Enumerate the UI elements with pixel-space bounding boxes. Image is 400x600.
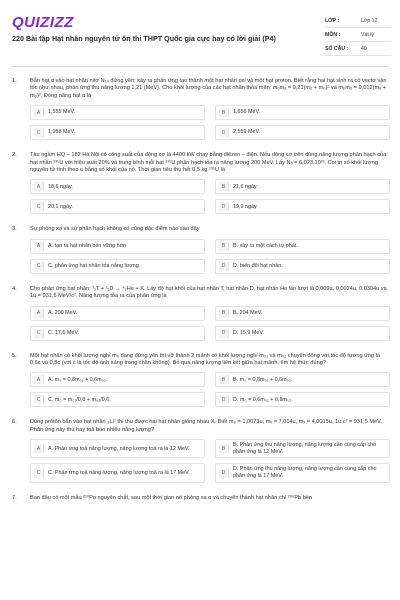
question-3 [12, 226, 390, 273]
answer-option-c[interactable] [30, 259, 205, 274]
option-text: A. tạo ra hạt nhân bền vững hơn. [48, 243, 128, 250]
question-stem: Một hạt nhân có khối lượng nghỉ m₀ đang đứng yên thì vỡ thành 2 mảnh có khối lượng nghỉ m₀₁ và m₀₂ chuyển động với tốc độ tương ứng là 0,6c và 0,8c (với c là tốc độ ánh sáng trong chân không). Bỏ qua năng lượng liên kết giữa hai mảnh, tìm hệ thức đúng? [30, 352, 381, 367]
answer-option-b[interactable] [215, 439, 390, 458]
worksheet-meta [325, 14, 391, 56]
option-letter-badge: C [34, 329, 44, 338]
question-stem: Ban đầu có một mẫu ²¹⁰Po nguyên chất, sau một thời gian nó phóng xạ α và chuyển thành hạt nhân chì ²⁰⁶Pb bền [30, 494, 313, 501]
question-number: 7. [12, 494, 17, 501]
option-text: D. biến đổi hạt nhân. [233, 263, 283, 270]
option-text: 2,559 MeV. [233, 129, 261, 136]
quizizz-logo: QUIZIZZ [12, 14, 74, 31]
answer-option-a[interactable] [30, 306, 205, 321]
option-text: 20,1 ngày. [48, 203, 73, 210]
answer-option-c[interactable] [30, 125, 205, 140]
question-number: 5. [12, 352, 17, 359]
meta-count-label: SỐ CÂU : [325, 45, 349, 52]
question-6 [12, 419, 390, 482]
worksheet-header [0, 0, 400, 68]
answer-option-b[interactable] [215, 179, 390, 194]
option-text: B. xảy ra một cách tự phát. [233, 243, 298, 250]
option-text: C. 17,6 MeV. [48, 329, 79, 336]
meta-class [325, 14, 391, 28]
answer-option-a[interactable] [30, 372, 205, 387]
option-letter-badge: B [219, 182, 229, 191]
option-letter-badge: D [219, 202, 229, 211]
meta-count-value: 40 [361, 45, 367, 52]
option-letter-badge: B [219, 444, 229, 453]
meta-count [325, 42, 391, 56]
answer-option-b[interactable] [215, 372, 390, 387]
question-stem: Dùng prôtôn bắn vào hạt nhân ₃Li⁷ thì thu được hai hạt nhân giống nhau X. Biết mₚ = 1,0073u, mₗᵢ = 7,014u, mₓ = 4,0015u, 1u.c² = 931,5 MeV. Phản ứng này thu hay toả bao nhiêu năng lượng? [30, 419, 382, 433]
option-text: B. Phản ứng thu năng lượng, năng lượng cần cung cấp cho phản ứng là 12 MeV. [233, 442, 377, 455]
question-stem: Sự phóng xạ và sự phân hạch không có cùng đặc điểm nào sau đây [30, 226, 200, 233]
question-text-row [12, 286, 390, 301]
option-text: A. m₀ = 0,8m₀₁ + 0,6m₀₂. [48, 376, 108, 383]
question-text-row [12, 419, 390, 434]
question-stem: Cho phản ứng hạt nhân: ³₁T + ²₁D → ⁴₂He + X. Lấy độ hụt khối của hạt nhân T, hạt nhân D, hạt nhân He lần lượt là 0,009u, 0,0024u, 0,0304u và 1u = 931,5 MeV/c². Năng lượng tỏa ra của phản ứng là [30, 285, 387, 300]
answer-options [12, 239, 390, 274]
option-text: B. 204 MeV. [233, 309, 263, 316]
option-letter-badge: D [219, 395, 229, 404]
answer-option-a[interactable] [30, 179, 205, 194]
answer-option-c[interactable] [30, 463, 205, 482]
option-letter-badge: A [34, 242, 44, 251]
question-2 [12, 152, 390, 214]
option-text: 1,555 MeV. [48, 109, 76, 116]
answer-options [12, 179, 390, 214]
header-divider [12, 66, 388, 67]
question-4 [12, 286, 390, 341]
option-letter-badge: A [34, 309, 44, 318]
answer-option-b[interactable] [215, 306, 390, 321]
option-text: 1,958 MeV. [48, 129, 76, 136]
option-letter-badge: C [34, 202, 44, 211]
option-text: D. m₀ = 0,6m₀₁ + 0,8m₀₂. [233, 396, 293, 403]
option-letter-badge: D [219, 329, 229, 338]
answer-options [12, 105, 390, 140]
answer-option-d[interactable] [215, 463, 390, 482]
option-letter-badge: B [219, 309, 229, 318]
option-letter-badge: C [34, 395, 44, 404]
option-letter-badge: D [219, 128, 229, 137]
question-5 [12, 353, 390, 408]
question-text-row [12, 353, 390, 368]
option-text: B. m₀ = 0,8m₀₁ + 0,6m₀₂. [233, 376, 293, 383]
option-text: D. Phản ứng thu năng lượng, năng lượng cần cung cấp cho phản ứng là 17 MeV. [233, 466, 377, 480]
answer-option-c[interactable] [30, 392, 205, 407]
question-list [12, 78, 390, 514]
option-text: C. phản ứng hạt nhân tỏa năng lượng. [48, 263, 141, 270]
option-text: C. Phản ứng toả năng lượng, năng lượng toả ra là 17 MeV. [48, 469, 190, 476]
answer-option-a[interactable] [30, 239, 205, 254]
answer-option-d[interactable] [215, 199, 390, 214]
option-letter-badge: A [34, 182, 44, 191]
option-text: A. 200 MeV. [48, 309, 78, 316]
option-text: C. m₀ = m₀₁/0,8 + m₀₂/0,6. [48, 396, 111, 403]
answer-option-d[interactable] [215, 326, 390, 341]
option-text: 21,6 ngày. [233, 183, 258, 190]
option-letter-badge: C [34, 469, 44, 478]
option-letter-badge: C [34, 128, 44, 137]
question-1 [12, 78, 390, 140]
question-text-row [12, 152, 390, 174]
answer-option-c[interactable] [30, 199, 205, 214]
question-text-row [12, 226, 390, 233]
option-letter-badge: B [219, 375, 229, 384]
worksheet-title: 220 Bài tập Hạt nhân nguyên tử ôn thi THPT Quốc gia cực hay có lời giải (P4) [12, 34, 276, 43]
option-text: 18,6 ngày. [48, 183, 73, 190]
meta-subject-label: MÔN : [325, 31, 341, 38]
question-number: 6. [12, 419, 17, 426]
option-text: 1,656 MeV. [233, 109, 261, 116]
question-number: 4. [12, 285, 17, 292]
option-letter-badge: D [219, 262, 229, 271]
answer-option-d[interactable] [215, 392, 390, 407]
answer-option-a[interactable] [30, 439, 205, 458]
meta-subject [325, 28, 391, 42]
question-number: 3. [12, 226, 17, 233]
question-text-row [12, 495, 390, 502]
option-letter-badge: B [219, 108, 229, 117]
answer-option-d[interactable] [215, 259, 390, 274]
question-number: 1. [12, 78, 17, 84]
option-text: 19,9 ngày. [233, 203, 258, 210]
answer-option-c[interactable] [30, 326, 205, 341]
option-text: D. 15,9 MeV. [233, 329, 264, 336]
question-number: 2. [12, 152, 17, 159]
meta-class-value: Lớp 12 [361, 17, 378, 24]
answer-option-b[interactable] [215, 105, 390, 120]
option-letter-badge: B [219, 242, 229, 251]
option-letter-badge: D [219, 469, 229, 478]
option-letter-badge: A [34, 375, 44, 384]
question-text-row [12, 78, 390, 100]
option-letter-badge: A [34, 108, 44, 117]
meta-subject-value: Vật lý [361, 31, 374, 38]
meta-class-label: LỚP : [325, 17, 340, 24]
question-7 [12, 495, 390, 502]
answer-options [12, 372, 390, 407]
answer-option-b[interactable] [215, 239, 390, 254]
answer-options [12, 306, 390, 341]
option-letter-badge: C [34, 262, 44, 271]
answer-option-d[interactable] [215, 125, 390, 140]
option-letter-badge: A [34, 444, 44, 453]
question-stem: Bắn hạt α vào hạt nhân nitơ N₁₄ đứng yên; xảy ra phản ứng tạo thành một hạt nhân oxi và một hạt proton. Biết rằng hai hạt sinh ra có vectơ vận tốc như nhau, phản ứng thu năng lượng 1,21 (MeV). Cho khối lượng của các hạt nhân thỏa mãn: mₒmₐ = 0,21(mₒ + mₚ)² và mₚmₒ = 0,012(mₒ + mₚ)². Động năng hạt α là [30, 78, 387, 99]
answer-options [12, 439, 390, 482]
option-text: A. Phản ứng toả năng lượng, năng lượng toả ra là 12 MeV. [48, 445, 190, 452]
question-stem: Tàu ngầm HQ – 182 Hà Nội có công suất của động cơ là 4400 kW chạy bằng điêzen – điện. Nếu động cơ trên dùng năng lượng phân hạch của hạt nhân ²³⁵U với hiệu suất 20% và trung bình mỗi hạt ²³⁵U phân hạch tỏa ra năng lượng 200 MeV. Lấy Nₐ = 6,023.10²³. Coi trị số khối lượng nguyên tử tính theo u bằng số khối của nó. Thời gian tiêu thụ hết 0,5 kg ²³⁵U là [30, 152, 387, 174]
answer-option-a[interactable] [30, 105, 205, 120]
